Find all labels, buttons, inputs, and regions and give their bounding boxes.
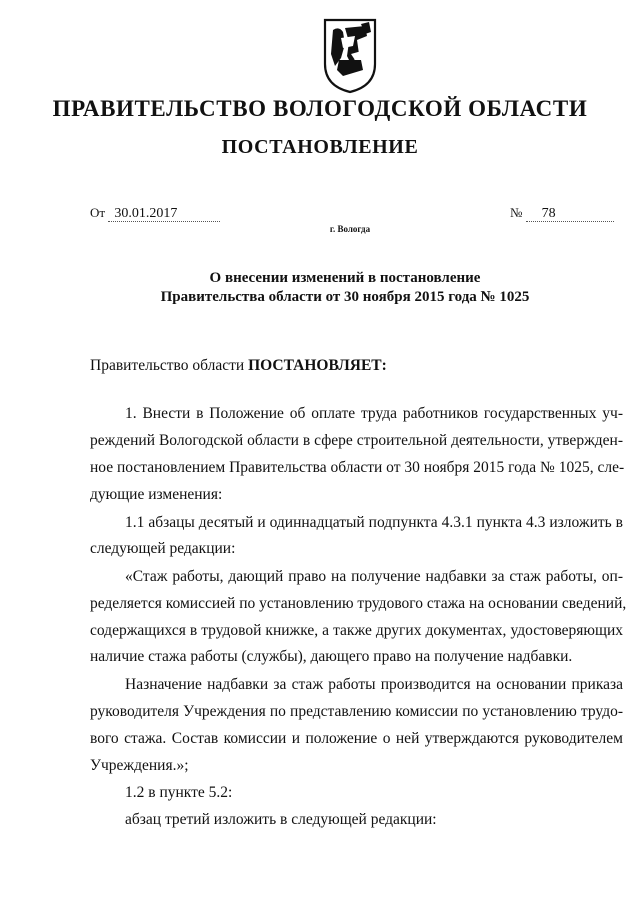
document-number: 78 (526, 206, 614, 222)
org-title: ПРАВИТЕЛЬСТВО ВОЛОГОДСКОЙ ОБЛАСТИ (52, 96, 588, 121)
subject-line-2: Правительства области от 30 ноября 2015 года № 1025 (160, 289, 530, 305)
document-subject (0, 269, 640, 307)
body-line: «Стаж работы, дающий право на получение надбавки за стаж работы, оп- (125, 568, 623, 585)
preamble-decree-word: ПОСТАНОВЛЯЕТ: (248, 357, 387, 374)
body-line: руководителя Учреждения по представлению комиссии по установлению трудо- (90, 703, 623, 720)
body-line: следующей редакции: (90, 540, 236, 557)
body-line: 1.1 абзацы десятый и одиннадцатый подпункта 4.3.1 пункта 4.3 изложить в (125, 514, 623, 531)
body-line: Назначение надбавки за стаж работы производится на основании приказа (125, 676, 623, 693)
body-line: 1.2 в пункте 5.2: (125, 784, 233, 801)
document-number-line (510, 205, 614, 222)
body-line: абзац третий изложить в следующей редакции: (125, 811, 437, 828)
body-line: ределяется комиссией по установлению трудового стажа на основании сведений, (90, 595, 627, 612)
preamble (90, 357, 387, 375)
city-label: г. Вологда (329, 224, 371, 234)
document-date: 30.01.2017 (108, 206, 220, 222)
body-line: ное постановлением Правительства области от 30 ноября 2015 года № 1025, сле- (90, 459, 625, 476)
body-line: реждений Вологодской области в сфере строительной деятельности, утвержден- (90, 432, 623, 449)
body-line: вого стажа. Состав комиссии и положение о ней утверждаются руководителем (90, 730, 623, 747)
body-line: дующие изменения: (90, 486, 223, 503)
document-type: ПОСТАНОВЛЕНИЕ (221, 136, 419, 158)
body-line: содержащихся в трудовой книжке, а также других документах, удостоверяющих (90, 622, 623, 639)
number-prefix: № (510, 205, 523, 220)
date-prefix: От (90, 205, 106, 220)
document-date-line (90, 205, 220, 222)
preamble-text: Правительство области (90, 357, 249, 374)
body-line: наличие стажа работы (службы), дающего право на получение надбавки. (90, 648, 573, 665)
body-line: 1. Внести в Положение об оплате труда работников государственных уч- (125, 405, 623, 422)
subject-line-1: О внесении изменений в постановление (209, 270, 481, 286)
body-line: Учреждения.»; (90, 757, 189, 774)
coat-of-arms-icon (321, 14, 379, 94)
